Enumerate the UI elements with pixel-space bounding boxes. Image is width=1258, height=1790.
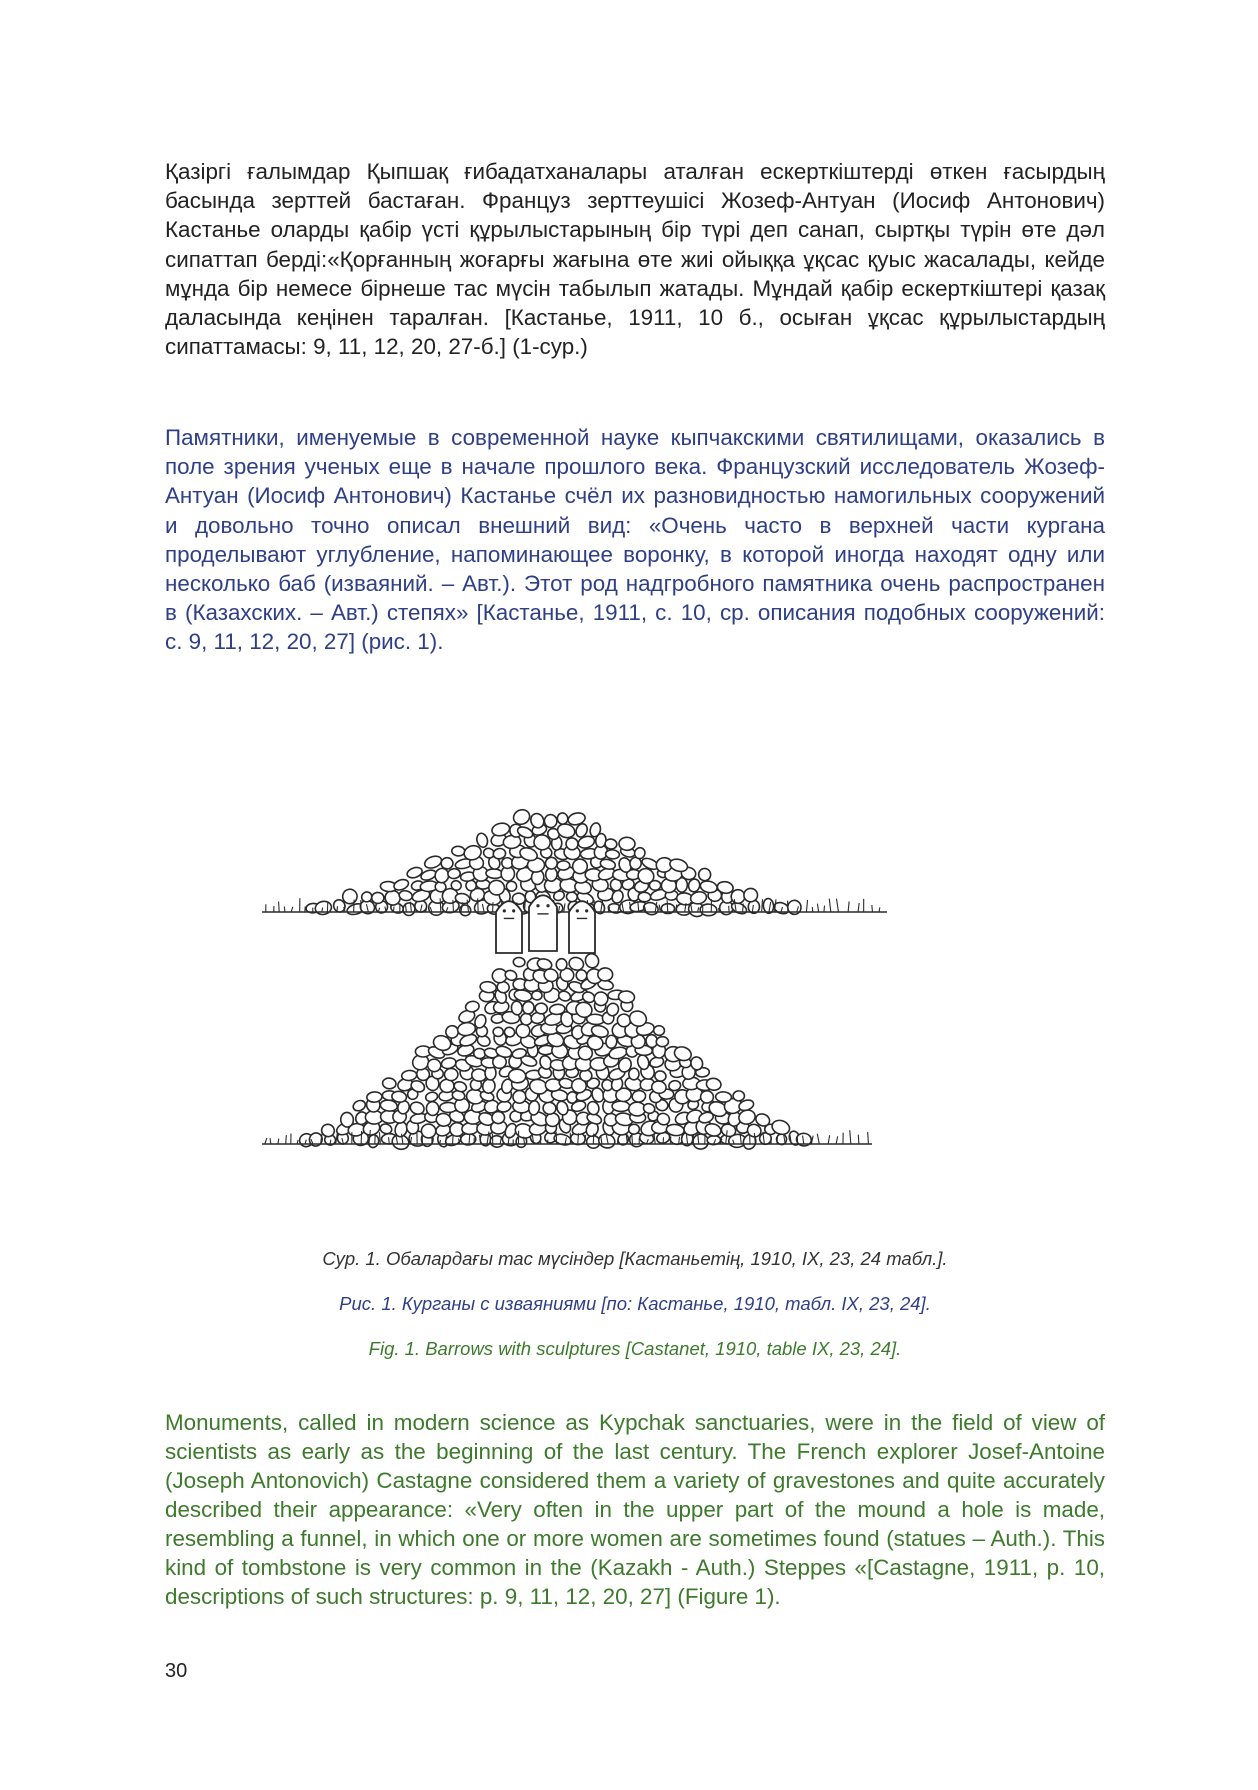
page-number: 30 <box>165 1660 188 1682</box>
figure-caption-russian: Рис. 1. Курганы с изваяниями [по: Кастанье, 1910, табл. IX, 23, 24]. <box>339 1293 931 1314</box>
barrows-drawing <box>262 752 1002 1220</box>
barrows-illustration <box>262 752 1002 1220</box>
figure-caption-english: Fig. 1. Barrows with sculptures [Castanet, 1910, table IX, 23, 24]. <box>368 1338 902 1359</box>
kazakh-paragraph: Қазіргі ғалымдар Қыпшақ ғибадатханалары аталған ескерткіштерді өткен ғасырдың басында зерттей бастаған. Француз зерттеушісі Жозеф-Антуан (Иосиф Антонович) Кастанье оларды қабір үсті құрылыстарының бір түрі деп санап, сыртқы түрін өте дәл сипаттап берді:«Қорғанның жоғарғы жағына өте жиі ойыққа ұқсас қуыс жасалады, кейде мұнда бір немесе бірнеше тас мүсін табылып жатады. Мұндай қабір ескерткіштері қазақ даласында кеңінен таралған. [Кастанье, 1911, 10 б., осыған ұқсас құрылыстардың сипаттамасы: 9, 11, 12, 20, 27-б.] (1-сур.) <box>165 159 1105 360</box>
barrow-with-three-statues <box>262 895 872 1151</box>
english-paragraph: Monuments, called in modern science as Kypchak sanctuaries, were in the field of view of scientists as early as the beginning of the last century. The French explorer Josef-Antoine (Joseph Antonovich) Castagne considered them a variety of gravestones and quite accurately described their appearance: «Very often in the upper part of the mound a hole is made, resembling a funnel, in which one or more women are sometimes found (statues – Auth.). This kind of tombstone is very common in the (Kazakh - Auth.) Steppes «[Castagne, 1911, p. 10, descriptions of such structures: p. 9, 11, 12, 20, 27] (Figure 1). <box>165 1410 1105 1609</box>
barrow-with-one-statue <box>262 752 887 919</box>
russian-paragraph: Памятники, именуемые в современной науке кыпчакскими святилищами, оказались в поле зрения ученых еще в начале прошлого века. Французский исследователь Жозеф-Антуан (Иосиф Антонович) Кастанье счёл их разновидностью намогильных сооружений и довольно точно описал внешний вид: «Очень часто в верхней части кургана проделывают углубление, напоминающее воронку, в которой иногда находят одну или несколько баб (изваяний. – Авт.). Этот род надгробного памятника очень распространен в (Казахских. – Авт.) степях» [Кастанье, 1911, с. 10, ср. описания подобных сооружений: с. 9, 11, 12, 20, 27] (рис. 1). <box>165 425 1105 655</box>
figure-caption-kazakh: Сур. 1. Обалардағы тас мүсіндер [Кастаньетің, 1910, IX, 23, 24 табл.]. <box>322 1248 948 1269</box>
